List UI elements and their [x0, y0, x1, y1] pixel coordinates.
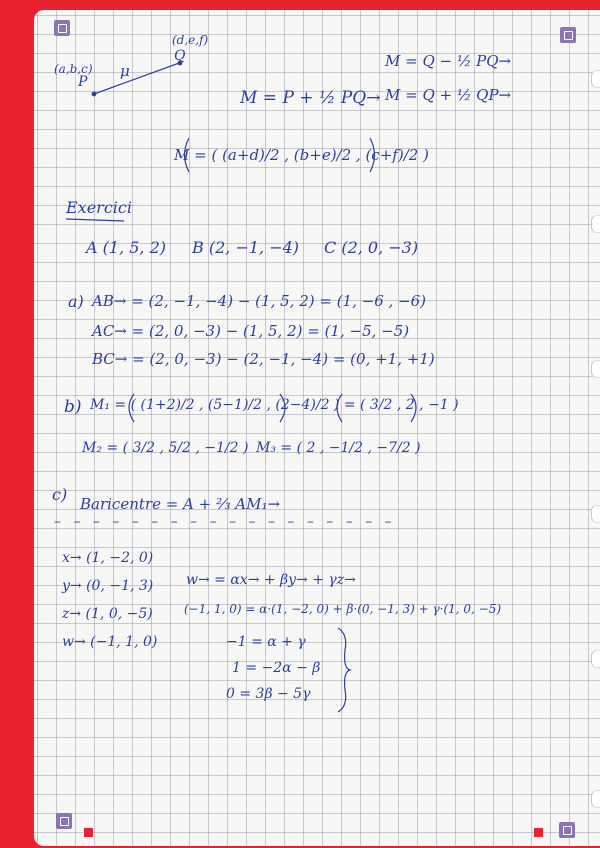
point-p-label: P — [78, 74, 88, 90]
part-a-label: a) — [68, 292, 84, 311]
system-equation-3: 0 = 3β − 5γ — [226, 686, 311, 702]
part-b-line-1: M₁ = ( (1+2)/2 , (5−1)/2 , (2−4)/2 ) = ( 3/2 , 2 , −1 ) — [90, 397, 459, 413]
point-c: C (2, 0, −3) — [324, 238, 419, 257]
point-q-coords: (d,e,f) — [172, 33, 209, 47]
barycenter-formula: Baricentre = A + ⅔ AM₁→ — [80, 495, 281, 513]
formula-m-from-q-2: M = Q + ½ QP→ — [385, 86, 512, 104]
midpoint-label: μ — [120, 62, 130, 80]
vector-z: z→ (1, 0, −5) — [62, 606, 153, 622]
system-brace — [338, 628, 350, 712]
vector-y: y→ (0, −1, 3) — [62, 578, 154, 594]
segment-pq — [94, 62, 182, 94]
point-b: B (2, −1, −4) — [192, 238, 300, 257]
formula-m-from-q-1: M = Q − ½ PQ→ — [385, 52, 512, 70]
part-b-m2: M₂ = ( 3/2 , 5/2 , −1/2 ) — [82, 440, 249, 456]
part-c-label: c) — [52, 485, 68, 504]
title-underline — [66, 219, 124, 221]
combination-expanded: (−1, 1, 0) = α·(1, −2, 0) + β·(0, −1, 3) + γ·(1, 0, −5) — [184, 602, 502, 616]
notebook-page — [34, 10, 600, 846]
exercise-title: Exercici — [66, 198, 132, 217]
system-equation-2: 1 = −2α − β — [232, 660, 321, 676]
ink-strokes — [34, 10, 600, 846]
vector-x: x→ (1, −2, 0) — [62, 550, 154, 566]
dashed-line: – – – – – – – – – – – – – – – – – – — [54, 514, 396, 530]
point-q-label: Q — [174, 48, 186, 64]
part-b-label: b) — [64, 397, 82, 417]
system-equation-1: −1 = α + γ — [226, 634, 306, 650]
point-p-dot — [92, 92, 96, 96]
part-a-line-3: BC→ = (2, 0, −3) − (2, −1, −4) = (0, +1, +1) — [92, 350, 435, 368]
part-b-m3: M₃ = ( 2 , −1/2 , −7/2 ) — [256, 440, 421, 456]
combination-equation: w→ = αx→ + βy→ + γz→ — [186, 572, 356, 588]
formula-m-coords: M = ( (a+d)/2 , (b+e)/2 , (c+f)/2 ) — [174, 146, 429, 164]
vector-w: w→ (−1, 1, 0) — [62, 634, 158, 650]
formula-m-from-p: M = P + ½ PQ→ — [240, 88, 381, 108]
part-a-line-1: AB→ = (2, −1, −4) − (1, 5, 2) = (1, −6 , −6) — [92, 292, 426, 310]
part-a-line-2: AC→ = (2, 0, −3) − (1, 5, 2) = (1, −5, −5) — [92, 322, 410, 340]
point-a: A (1, 5, 2) — [86, 238, 167, 257]
point-p-coords: (a,b,c) — [54, 62, 93, 76]
